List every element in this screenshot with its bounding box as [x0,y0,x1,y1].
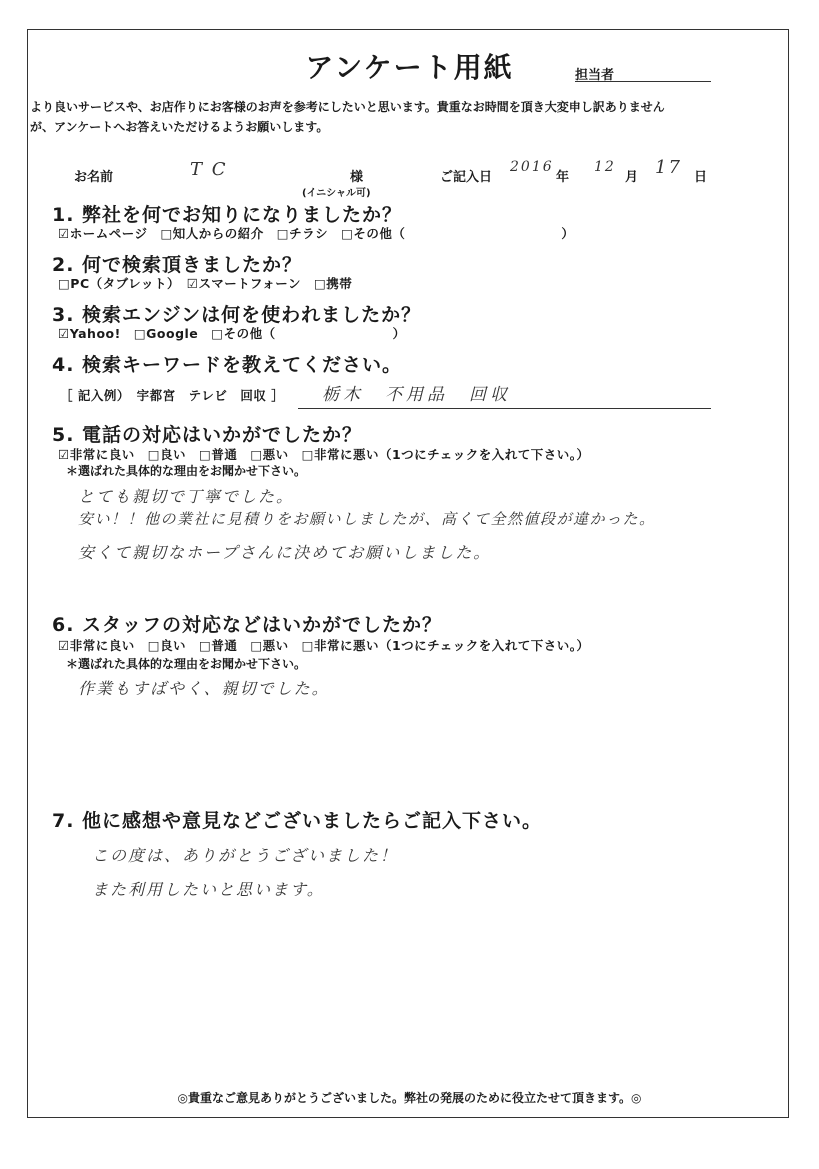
q4-example: ［ 記入例） 宇都宮 テレビ 回収 ］ [60,388,285,403]
q7-answer-2[interactable]: また利用したいと思います。 [92,880,325,899]
intro-line-1: より良いサービスや、お店作りにお客様のお声を参考にしたいと思います。貴重なお時間を頂き大変申し訳ありません [30,100,665,114]
q3-title: 3. 検索エンジンは何を使われましたか？ [52,304,422,326]
date-day-label: 日 [694,170,708,185]
q4-answer-line [298,408,711,409]
date-month: 12 [594,159,616,175]
date-day: 17 [655,157,682,178]
q5-title: 5. 電話の対応はいかがでしたか？ [52,424,363,446]
date-month-label: 月 [625,170,639,185]
name-value: T C [190,159,228,180]
q5-answer-2[interactable]: 安い！！他の業社に見積りをお願いしましたが、高くて全然値段が違かった。 [78,510,656,528]
date-label: ご記入日 [440,170,493,185]
q4-title: 4. 検索キーワードを教えてください。 [52,354,403,376]
q5-answer-3[interactable]: 安くて親切なホープさんに決めてお願いしました。 [78,543,492,562]
name-note: (イニシャル可) [302,188,371,199]
q1-options[interactable]: ☑ホームページ □知人からの紹介 □チラシ □その他（ ） [58,226,575,241]
tantosha-label: 担当者 [575,68,615,83]
date-year: 2016 [510,159,554,175]
q6-options[interactable]: ☑非常に良い □良い □普通 □悪い □非常に悪い（1つにチェックを入れて下さい。） [58,638,590,653]
name-suffix: 様 [350,170,364,185]
q7-title: 7. 他に感想や意見などございましたらご記入下さい。 [52,810,543,832]
q4-answer[interactable]: 栃木 不用品 回収 [322,385,511,405]
q6-answer-1[interactable]: 作業もすばやく、親切でした。 [78,679,330,698]
q7-answer-1[interactable]: この度は、ありがとうございました！ [92,846,399,865]
q2-options[interactable]: □PC（タブレット） ☑スマートフォーン □携帯 [58,276,353,291]
name-label: お名前 [74,170,114,185]
q5-options[interactable]: ☑非常に良い □良い □普通 □悪い □非常に悪い（1つにチェックを入れて下さい。） [58,447,590,462]
q5-answer-1[interactable]: とても親切で丁寧でした。 [78,487,295,506]
survey-title: アンケート用紙 [305,51,514,84]
q1-title: 1. 弊社を何でお知りになりましたか？ [52,204,403,226]
q6-reason-prompt: ＊選ばれた具体的な理由をお聞かせ下さい。 [66,657,307,671]
survey-frame [27,29,789,1118]
intro-line-2: が、アンケートへお答えいただけるようお願いします。 [30,120,329,134]
q2-title: 2. 何で検索頂きましたか？ [52,254,303,276]
q6-title: 6. スタッフの対応などはいかがでしたか？ [52,614,443,636]
q3-options[interactable]: ☑Yahoo! □Google □その他（ ） [58,326,406,341]
footer-thanks: ◎貴重なご意見ありがとうございました。弊社の発展のために役立たせて頂きます。◎ [177,1091,642,1105]
tantosha-line [575,81,711,82]
date-year-label: 年 [556,170,570,185]
q5-reason-prompt: ＊選ばれた具体的な理由をお聞かせ下さい。 [66,464,307,478]
